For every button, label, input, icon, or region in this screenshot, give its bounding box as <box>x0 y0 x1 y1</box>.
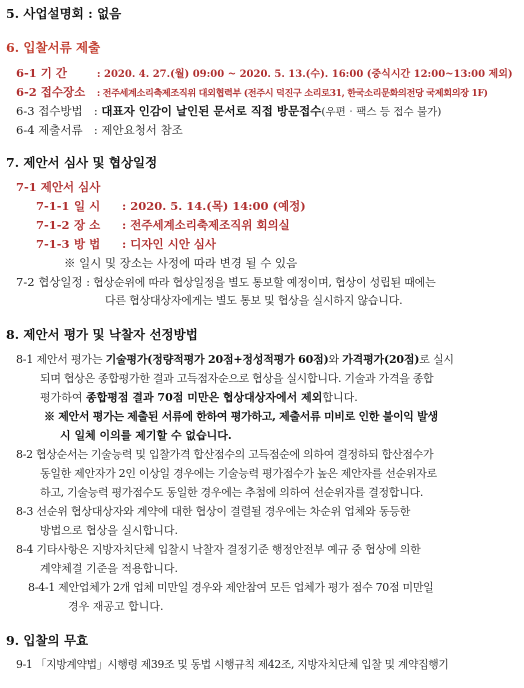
item-6-2 <box>16 84 488 102</box>
para-8-2-line-3: 하고, 기술능력 평가점수도 동일한 경우에는 추첨에 의하여 선순위자를 결정합니다. <box>40 486 424 499</box>
item-7-1-3-text: : 디자인 시안 심사 <box>122 237 217 251</box>
item-6-4-label: 제출서류 <box>38 123 83 137</box>
item-6-1-text: : 2020. 4. 27.(월) 09:00 ~ 2020. 5. 13.(수). 16:00 (중식시간 12:00~13:00 제외) <box>96 69 513 80</box>
para-8-1-line-1 <box>16 352 454 368</box>
item-7-1-1-text: : 2020. 5. 14.(목) 14:00 (예정) <box>122 199 306 213</box>
item-6-3-number: 6-3 <box>16 104 35 118</box>
item-6-2-number: 6-2 <box>16 85 37 99</box>
item-7-1-2-text: : 전주세계소리축제조직위 회의실 <box>122 218 290 232</box>
item-7-1-3-number: 7-1-3 <box>36 237 70 251</box>
para-8-2-text-1: 협상순서는 기술능력 및 입찰가격 합산점수의 고득점순에 의하여 결정하되 합산점수가 <box>36 448 434 461</box>
para-8-1-text-3c: 합니다. <box>322 391 358 404</box>
item-6-3-bold-text: 대표자 인감이 날인된 문서로 직접 방문접수 <box>101 104 322 118</box>
item-6-3 <box>16 103 441 120</box>
para-8-1-bold-price: 가격평가(20점) <box>342 353 420 366</box>
item-7-1-2 <box>36 217 290 233</box>
item-6-2-label: 접수장소 <box>40 85 86 99</box>
item-7-1-1-number: 7-1-1 <box>36 199 70 213</box>
item-6-4-text: : 제안요청서 참조 <box>93 123 183 137</box>
item-6-4-number: 6-4 <box>16 123 35 137</box>
item-6-3-label: 접수방법 <box>38 104 83 118</box>
para-8-1-line-2: 되며 협상은 종합평가한 결과 고득점자순으로 협상을 실시합니다. 기술과 가격을 종합 <box>40 372 434 385</box>
para-8-4-1-line-1 <box>28 580 434 596</box>
item-6-3-colon: : <box>93 104 102 118</box>
para-8-1-text-a: 제안서 평가는 <box>36 353 106 366</box>
para-8-3-line-2: 방법으로 협상을 실시합니다. <box>40 524 179 537</box>
item-6-1-label: 기 간 <box>40 66 68 80</box>
para-8-1-line-3 <box>40 390 358 406</box>
para-8-1-warning-line-1: ※ 제안서 평가는 제출된 서류에 한하여 평가하고, 제출서류 미비로 인한 불이익 발생 <box>44 410 438 423</box>
para-8-1-text-c: 와 <box>328 353 343 366</box>
para-8-4-1-text-1: 제안업체가 2개 업체 미만일 경우와 제안참여 모든 업체가 평가 점수 70점 미만일 <box>58 581 434 594</box>
item-7-1-2-number: 7-1-2 <box>36 218 70 232</box>
item-6-3-tail: (우편‧팩스 등 접수 불가) <box>321 106 442 118</box>
para-8-2-line-2: 동일한 제안자가 2인 이상일 경우에는 기술능력 평가점수가 높은 제안자를 선순위자로 <box>40 467 437 480</box>
para-8-1-number: 8-1 <box>16 353 34 366</box>
para-8-2-number: 8-2 <box>16 448 33 461</box>
item-7-2 <box>16 274 436 291</box>
item-7-2-label: 협상일정 <box>38 275 83 289</box>
section-9-title: 9. 입찰의 무효 <box>6 633 89 648</box>
para-8-4-text-1: 기타사항은 지방자치단체 입찰시 낙찰자 결정기준 행정안전부 예규 중 협상에 의한 <box>36 543 421 556</box>
section-7-title: 7. 제안서 심사 및 협상일정 <box>6 155 158 170</box>
para-8-1-text-3a: 평가하여 <box>40 391 87 404</box>
para-8-1-bold-cutoff: 종합평점 결과 70점 미만은 협상대상자에서 제외 <box>86 391 323 404</box>
item-6-1-number: 6-1 <box>16 66 37 80</box>
para-8-3-number: 8-3 <box>16 505 34 518</box>
para-8-4-1-number: 8-4-1 <box>28 581 55 594</box>
item-7-1-1-label: 일 시 <box>74 199 101 213</box>
para-8-1-text-e: 로 실시 <box>419 353 454 366</box>
item-6-4 <box>16 122 183 138</box>
item-6-1 <box>16 65 513 83</box>
para-9-1-line-1 <box>16 657 449 673</box>
para-8-2-line-1 <box>16 447 433 463</box>
schedule-note: ※ 일시 및 장소는 사정에 따라 변경 될 수 있음 <box>64 256 298 270</box>
item-7-2-line-2: 다른 협상대상자에게는 별도 통보 및 협상을 실시하지 않습니다. <box>105 294 403 307</box>
section-6-title: 6. 입찰서류 제출 <box>6 40 101 55</box>
item-7-1-3-label: 방 법 <box>74 237 101 251</box>
para-8-4-line-2: 계약체결 기준을 적용합니다. <box>40 562 179 575</box>
para-8-4-number: 8-4 <box>16 543 34 556</box>
para-9-1-number: 9-1 <box>16 658 33 671</box>
para-8-4-1-line-2: 경우 재공고 합니다. <box>68 600 164 613</box>
section-5-title: 5. 사업설명회 : 없음 <box>6 6 122 21</box>
section-7-1-title: 7-1 제안서 심사 <box>16 180 101 194</box>
item-7-1-3 <box>36 236 216 252</box>
para-8-3-line-1 <box>16 504 410 520</box>
section-8-title: 8. 제안서 평가 및 낙찰자 선정방법 <box>6 327 198 342</box>
para-8-1-warning-line-2: 시 일체 이의를 제기할 수 없습니다. <box>60 429 232 442</box>
item-6-2-text: : 전주세계소리축제조직위 대외협력부 (전주시 덕진구 소리로31, 한국소리문화의전당 국제회의장 1F) <box>96 88 488 99</box>
item-7-2-number: 7-2 <box>16 275 35 289</box>
para-8-1-bold-tech: 기술평가(정량적평가 20점+정성적평가 60점) <box>105 353 329 366</box>
item-7-2-line-1: : 협상순위에 따라 협상일정을 별도 통보할 예정이며, 협상이 성립된 때에는 <box>86 276 436 289</box>
para-8-3-text-1: 선순위 협상대상자와 계약에 대한 협상이 결렬될 경우에는 차순위 업체와 동등한 <box>36 505 411 518</box>
para-8-4-line-1 <box>16 542 421 558</box>
para-9-1-text-1: 「지방계약법」시행령 제39조 및 동법 시행규칙 제42조, 지방자치단체 입찰 및 계약집행기 <box>35 658 449 671</box>
item-7-1-2-label: 장 소 <box>74 218 101 232</box>
item-7-1-1 <box>36 198 306 214</box>
